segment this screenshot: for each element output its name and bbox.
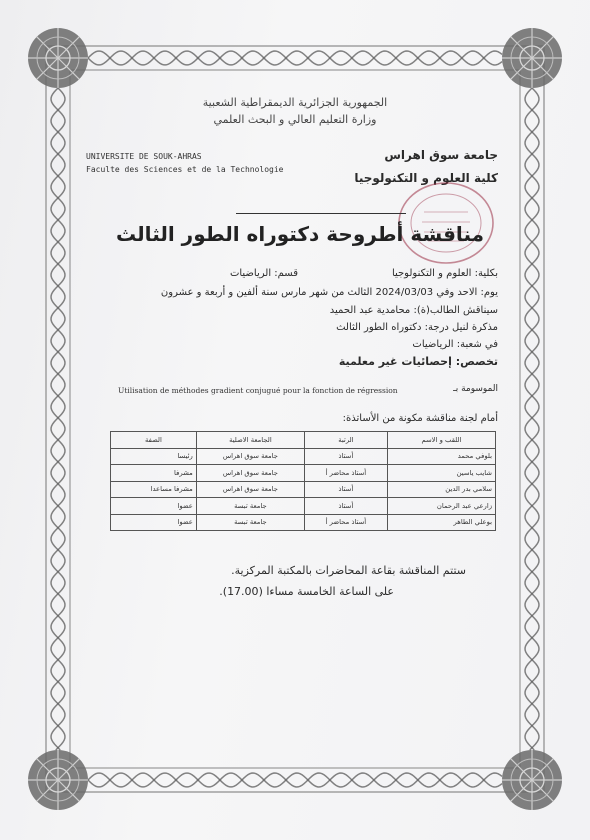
defense-location: ستتم المناقشة بقاعة المحاضرات بالمكتبة المركزية. [231,564,466,577]
faculty-name-fr: Faculte des Sciences et de la Technologie [86,165,284,174]
ministry-name: وزارة التعليم العالي و البحث العلمي [213,113,377,126]
university-name-fr: UNIVERSITE DE SOUK-AHRAS [86,152,202,161]
degree-line: مذكرة لنيل درجة: دكتوراه الطور الثالث [336,322,498,333]
border-braid [51,88,65,750]
thesis-title: Utilisation de méthodes gradient conjugué pour la fonction de régression [118,386,398,395]
header-role: الصفة [111,432,197,449]
member-role: عضوا [111,498,197,515]
department-line: قسم: الرياضيات [229,268,298,279]
member-rank: أستاذ محاضر أ [304,514,387,531]
border-braid [88,51,502,65]
header-rank: الرتبة [304,432,387,449]
member-role: مشرفا [111,465,197,482]
date-line: يوم: الاحد وفي 2024/03/03 الثالث من شهر مارس سنة ألفين و أربعة و عشرون [160,287,498,298]
member-rank: أستاذ محاضر أ [304,465,387,482]
member-role: عضوا [111,514,197,531]
jury-header-row [111,432,496,449]
table-row [111,514,496,531]
member-name: سلامي بدر الدين [387,481,495,498]
title-rule [236,213,406,214]
member-rank: أستاذ [304,481,387,498]
page-title: مناقشة أطروحة دكتوراه الطور الثالث [116,222,484,246]
member-rank: أستاذ [304,498,387,515]
member-university: جامعة تبسة [196,498,304,515]
border-braid [525,88,539,750]
specialty-line: تخصص: إحصائيات غير معلمية [338,355,498,368]
header-university: الجامعة الاصلية [196,432,304,449]
border-braid [51,88,65,750]
member-university: جامعة تبسة [196,514,304,531]
member-role: مشرفا مساعدا [111,481,197,498]
member-university: جامعة سوق اهراس [196,465,304,482]
jury-table [110,431,496,531]
member-name: بوعلي الطاهر [387,514,495,531]
member-name: بلوفي محمد [387,448,495,465]
member-name: شايب ياسين [387,465,495,482]
border-braid [525,88,539,750]
republic-name: الجمهورية الجزائرية الديمقراطية الشعبية [202,96,388,109]
faculty-line: بكلية: العلوم و التكنولوجيا [391,268,498,279]
university-block-fr [86,150,306,176]
border-braid [88,773,502,787]
table-row [111,465,496,482]
member-university: جامعة سوق اهراس [196,481,304,498]
member-role: رئيسا [111,448,197,465]
candidate-line: سيناقش الطالب(ة): محامدية عبد الحميد [329,305,498,316]
header-name: اللقب و الاسم [387,432,495,449]
member-rank: أستاذ [304,448,387,465]
member-name: زارعي عبد الرحمان [387,498,495,515]
university-name-ar: جامعة سوق اهراس [384,148,498,162]
table-row [111,448,496,465]
titled-label: الموسومة بـ [453,384,498,394]
member-university: جامعة سوق اهراس [196,448,304,465]
branch-line: في شعبة: الرياضيات [412,339,498,350]
defense-time: على الساعة الخامسة مساءا (17.00). [219,585,394,598]
table-row [111,481,496,498]
table-row [111,498,496,515]
faculty-name-ar: كلية العلوم و التكنولوجيا [354,171,498,185]
jury-intro: أمام لجنة مناقشة مكونة من الأساتذة: [342,413,498,424]
